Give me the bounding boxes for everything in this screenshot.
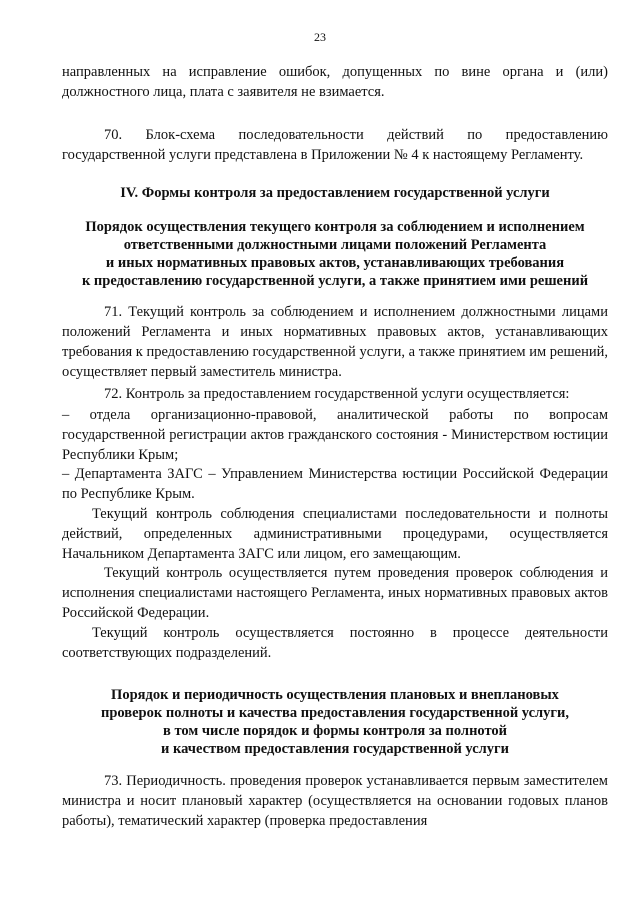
paragraph-72: 72. Контроль за предоставлением государственной услуги осуществляется: [104, 386, 570, 402]
list-item-ministry: – отдела организационно-правовой, аналитической работы по вопросам государственной регистрации актов гражданского состояния - Министерством юстиции Республики Крым; [62, 407, 608, 463]
paragraph-control-constant: Текущий контроль осуществляется постоянно в процессе деятельности соответствующих подразделений. [62, 625, 608, 661]
paragraph-control-checks: Текущий контроль осуществляется путем проведения проверок соблюдения и исполнения специалистами настоящего Регламента, иных нормативных правовых актов Российской Федерации. [62, 565, 608, 621]
subheading-line: и иных нормативных правовых актов, устанавливающих требования [105, 255, 565, 271]
subheading-line: к предоставлению государственной услуги, а также принятием ими решений [81, 273, 589, 289]
paragraph-continued: направленных на исправление ошибок, допущенных по вине органа и (или) должностного лица, плата с заявителя не взимается. [62, 64, 608, 100]
subheading-line: проверок полноты и качества предоставления государственной услуги, [100, 705, 569, 721]
subheading-current-control [62, 218, 608, 290]
subheading-line: ответственными должностными лицами положений Регламента [123, 237, 547, 253]
list-item-department: – Департамента ЗАГС – Управлением Министерства юстиции Российской Федерации по Республике Крым. [62, 466, 608, 502]
section-iv-heading: IV. Формы контроля за предоставлением государственной услуги [120, 185, 550, 201]
paragraph-70: 70. Блок-схема последовательности действий по предоставлению государственной услуги представлена в Приложении № 4 к настоящему Регламенту. [62, 127, 608, 163]
subheading-line: Порядок и периодичность осуществления плановых и внеплановых [111, 687, 559, 703]
page-number: 23 [314, 30, 326, 44]
paragraph-control-specialists: Текущий контроль соблюдения специалистами последовательности и полноты действий, определенных административными процедурами, осуществляется Начальником Департамента ЗАГС или лицом, его замещающим. [62, 506, 608, 562]
subheading-line: в том числе порядок и формы контроля за полнотой [162, 723, 508, 739]
subheading-line: Порядок осуществления текущего контроля за соблюдением и исполнением [85, 219, 585, 235]
paragraph-73: 73. Периодичность. проведения проверок устанавливается первым заместителем министра и носит плановый характер (осуществляется на основании годовых планов работы), тематический характер (проверка предоставления [62, 773, 608, 829]
paragraph-71: 71. Текущий контроль за соблюдением и исполнением должностными лицами положений Регламента и иных нормативных правовых актов, устанавливающих требования к предоставлению государственной услуги, а также принятием им решений, осуществляет первый заместитель министра. [62, 304, 608, 380]
subheading-periodicity [62, 686, 608, 758]
subheading-line: и качеством предоставления государственной услуги [161, 741, 509, 757]
